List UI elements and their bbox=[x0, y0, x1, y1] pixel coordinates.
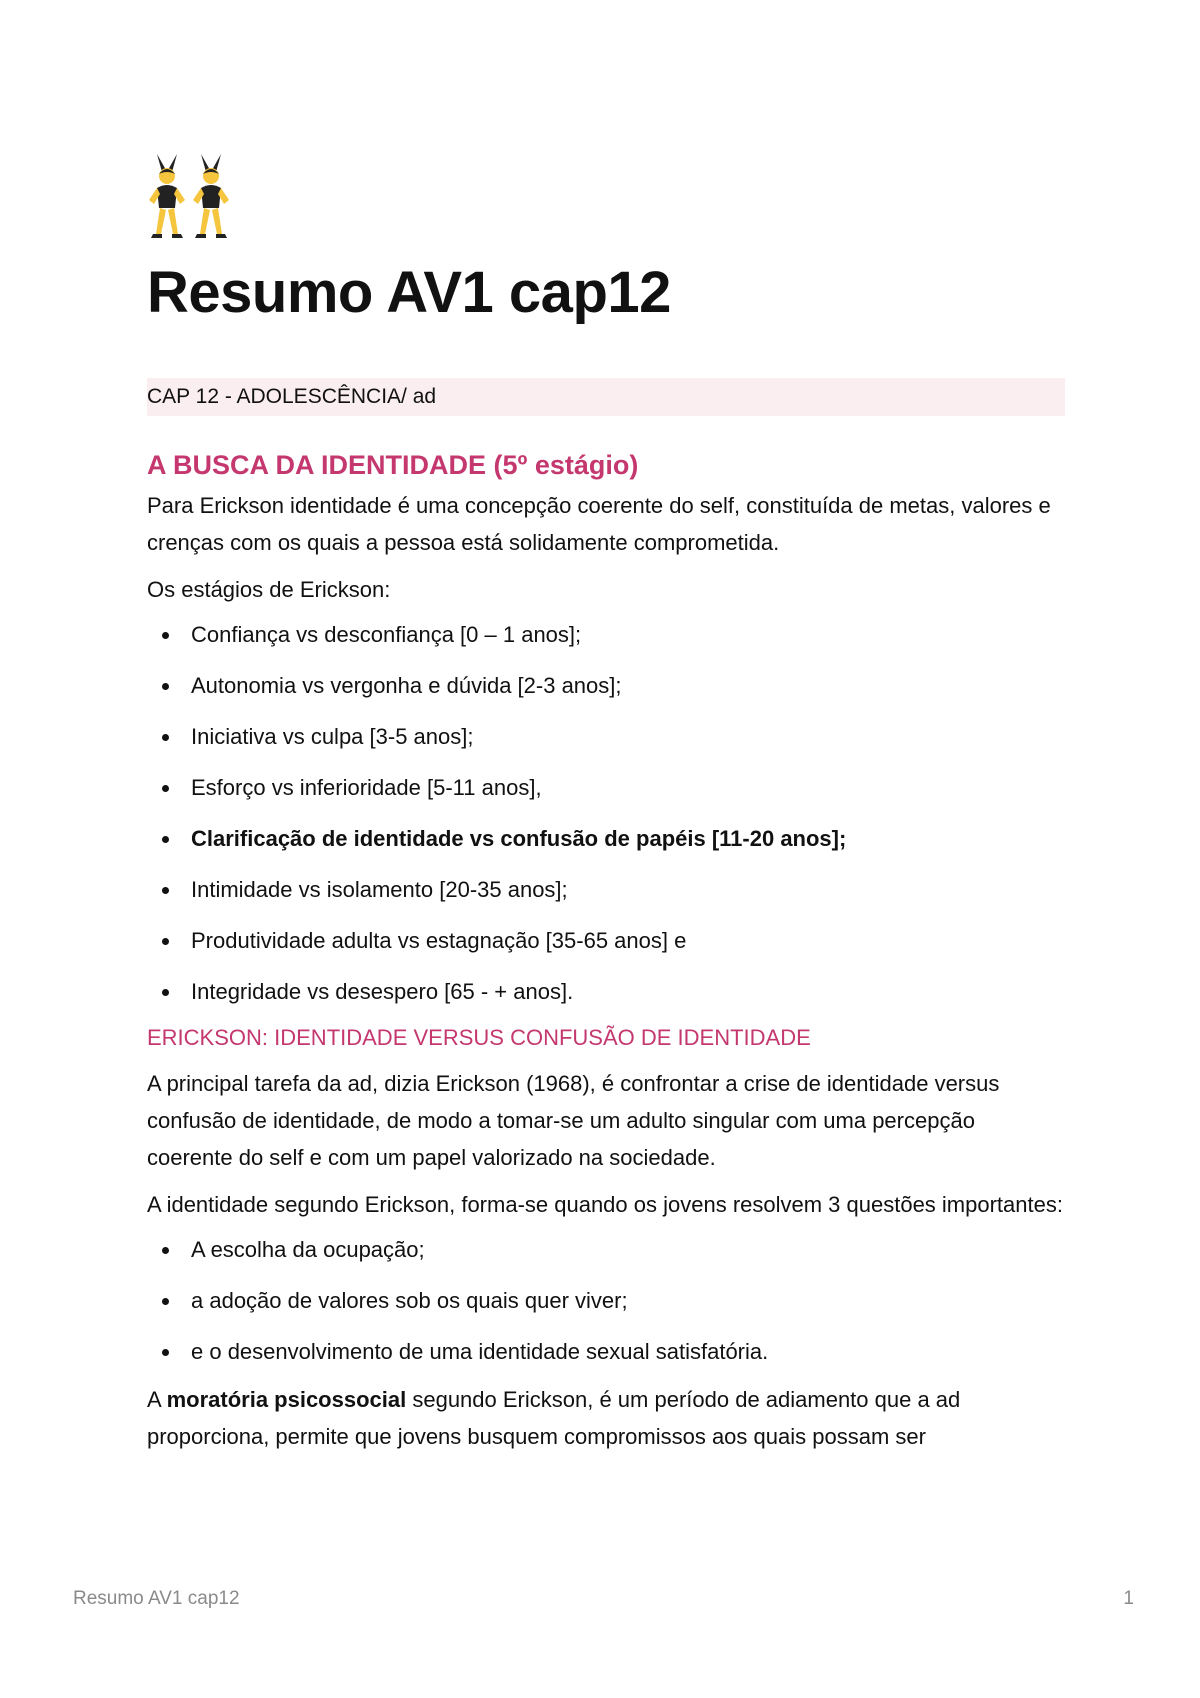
bullet-icon bbox=[162, 1298, 169, 1305]
bullet-icon bbox=[162, 632, 169, 639]
footer-title: Resumo AV1 cap12 bbox=[73, 1588, 240, 1609]
paragraph-moratoria: A moratória psicossocial segundo Erickson, é um período de adiamento que a ad proporciona, permite que jovens busquem compromissos aos quais possam ser bbox=[147, 1387, 961, 1449]
list-item: Esforço vs inferioridade [5-11 anos], bbox=[147, 771, 1065, 805]
list-item: Produtividade adulta vs estagnação [35-65 anos] e bbox=[147, 924, 1065, 958]
list-item: Clarificação de identidade vs confusão de papéis [11-20 anos]; bbox=[147, 822, 1065, 856]
bullet-icon bbox=[162, 989, 169, 996]
page-title: Resumo AV1 cap12 bbox=[147, 260, 671, 325]
list-item: Confiança vs desconfiança [0 – 1 anos]; bbox=[147, 618, 1065, 652]
bunny-dancers-icon bbox=[147, 152, 233, 242]
list-item: Iniciativa vs culpa [3-5 anos]; bbox=[147, 720, 1065, 754]
bullet-icon bbox=[162, 836, 169, 843]
paragraph-identidade-intro: Para Erickson identidade é uma concepção coerente do self, constituída de metas, valores e crenças com os quais a pessoa está solidamente comprometida. bbox=[147, 493, 1051, 555]
page-number: 1 bbox=[1123, 1588, 1134, 1609]
list-item: Autonomia vs vergonha e dúvida [2-3 anos]; bbox=[147, 669, 1065, 703]
callout-block: CAP 12 - ADOLESCÊNCIA/ ad bbox=[147, 378, 1065, 416]
bullet-icon bbox=[162, 734, 169, 741]
list-item: Integridade vs desespero [65 - + anos]. bbox=[147, 975, 1065, 1009]
bullet-icon bbox=[162, 683, 169, 690]
list-item: e o desenvolvimento de uma identidade sexual satisfatória. bbox=[147, 1335, 1065, 1369]
list-item: A escolha da ocupação; bbox=[147, 1233, 1065, 1267]
paragraph-stages-label: Os estágios de Erickson: bbox=[147, 577, 391, 602]
section-heading-identidade: A BUSCA DA IDENTIDADE (5º estágio) bbox=[147, 450, 639, 480]
bullet-icon bbox=[162, 785, 169, 792]
moratoria-term: moratória psicossocial bbox=[166, 1387, 407, 1412]
list-item: a adoção de valores sob os quais quer viver; bbox=[147, 1284, 1065, 1318]
section-heading-erickson: ERICKSON: IDENTIDADE VERSUS CONFUSÃO DE IDENTIDADE bbox=[147, 1025, 811, 1050]
bullet-icon bbox=[162, 1349, 169, 1356]
bullet-icon bbox=[162, 938, 169, 945]
bullet-icon bbox=[162, 1247, 169, 1254]
paragraph-identidade-questoes: A identidade segundo Erickson, forma-se quando os jovens resolvem 3 questões importantes: bbox=[147, 1192, 1063, 1217]
questions-list bbox=[147, 1233, 1065, 1369]
paragraph-principal-tarefa: A principal tarefa da ad, dizia Erickson (1968), é confrontar a crise de identidade versus confusão de identidade, de modo a tomar-se um adulto singular com uma percepção coerente do self e com um papel valorizado na sociedade. bbox=[147, 1071, 1000, 1170]
list-item: Intimidade vs isolamento [20-35 anos]; bbox=[147, 873, 1065, 907]
content-body bbox=[147, 446, 1065, 1455]
bullet-icon bbox=[162, 887, 169, 894]
stages-list bbox=[147, 618, 1065, 1009]
